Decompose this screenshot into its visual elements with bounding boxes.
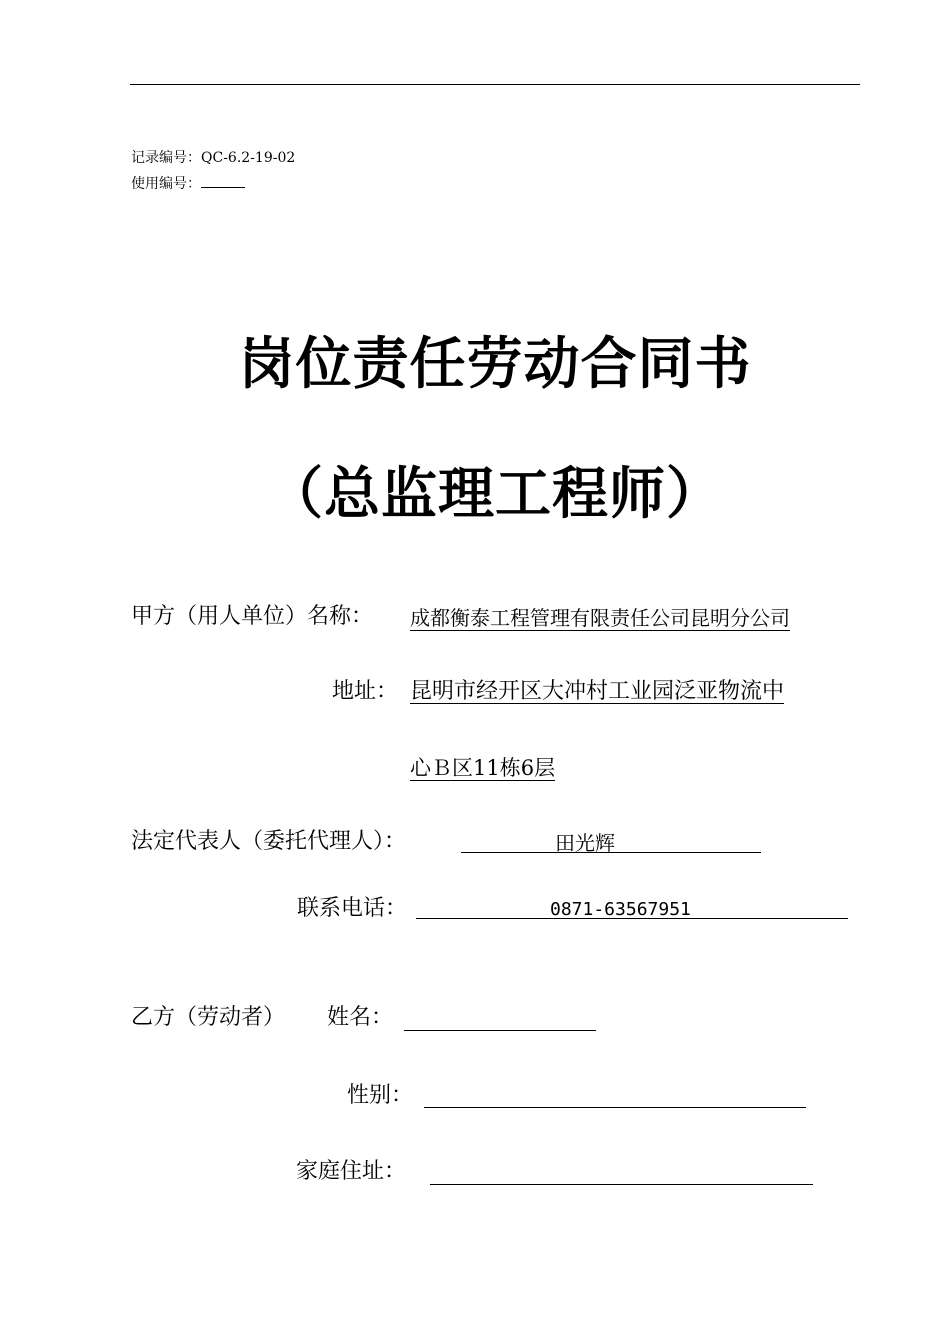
party-a-address-line1: 昆明市经开区大冲村工业园泛亚物流中 bbox=[410, 679, 785, 704]
record-number-label: 记录编号： bbox=[131, 150, 201, 166]
use-number-blank bbox=[201, 175, 245, 188]
legal-rep-label: 法定代表人（委托代理人）： bbox=[131, 829, 407, 854]
party-a-address-label: 地址： bbox=[332, 679, 399, 704]
party-a-name-label: 甲方（用人单位）名称： bbox=[131, 604, 374, 629]
header-rule bbox=[130, 84, 860, 85]
phone-underline bbox=[416, 918, 848, 919]
party-b-name-blank bbox=[404, 1030, 596, 1031]
party-b-gender-blank bbox=[424, 1107, 806, 1108]
party-b-gender-label: 性别： bbox=[347, 1083, 414, 1108]
party-b-label: 乙方（劳动者） bbox=[131, 1005, 286, 1030]
use-number-label: 使用编号： bbox=[131, 176, 201, 192]
legal-rep-underline bbox=[461, 852, 761, 853]
document-title: 岗位责任劳动合同书 bbox=[238, 331, 752, 397]
party-a-name-value: 成都衡泰工程管理有限责任公司昆明分公司 bbox=[410, 606, 790, 630]
phone-label: 联系电话： bbox=[297, 896, 408, 921]
legal-rep-value: 田光辉 bbox=[555, 831, 615, 855]
party-b-home-address-blank bbox=[430, 1184, 813, 1185]
party-b-name-label: 姓名： bbox=[327, 1005, 394, 1030]
record-number bbox=[131, 150, 295, 166]
party-b-home-address-label: 家庭住址： bbox=[296, 1159, 407, 1184]
phone-value: 0871-63567951 bbox=[550, 899, 691, 920]
record-number-value: QC-6.2-19-02 bbox=[201, 150, 296, 166]
party-a-name-row bbox=[131, 603, 373, 631]
use-number bbox=[131, 175, 245, 192]
party-a-address-line2: 心Ｂ区11栋6层 bbox=[410, 756, 556, 780]
document-subtitle: （总监理工程师） bbox=[267, 461, 723, 527]
